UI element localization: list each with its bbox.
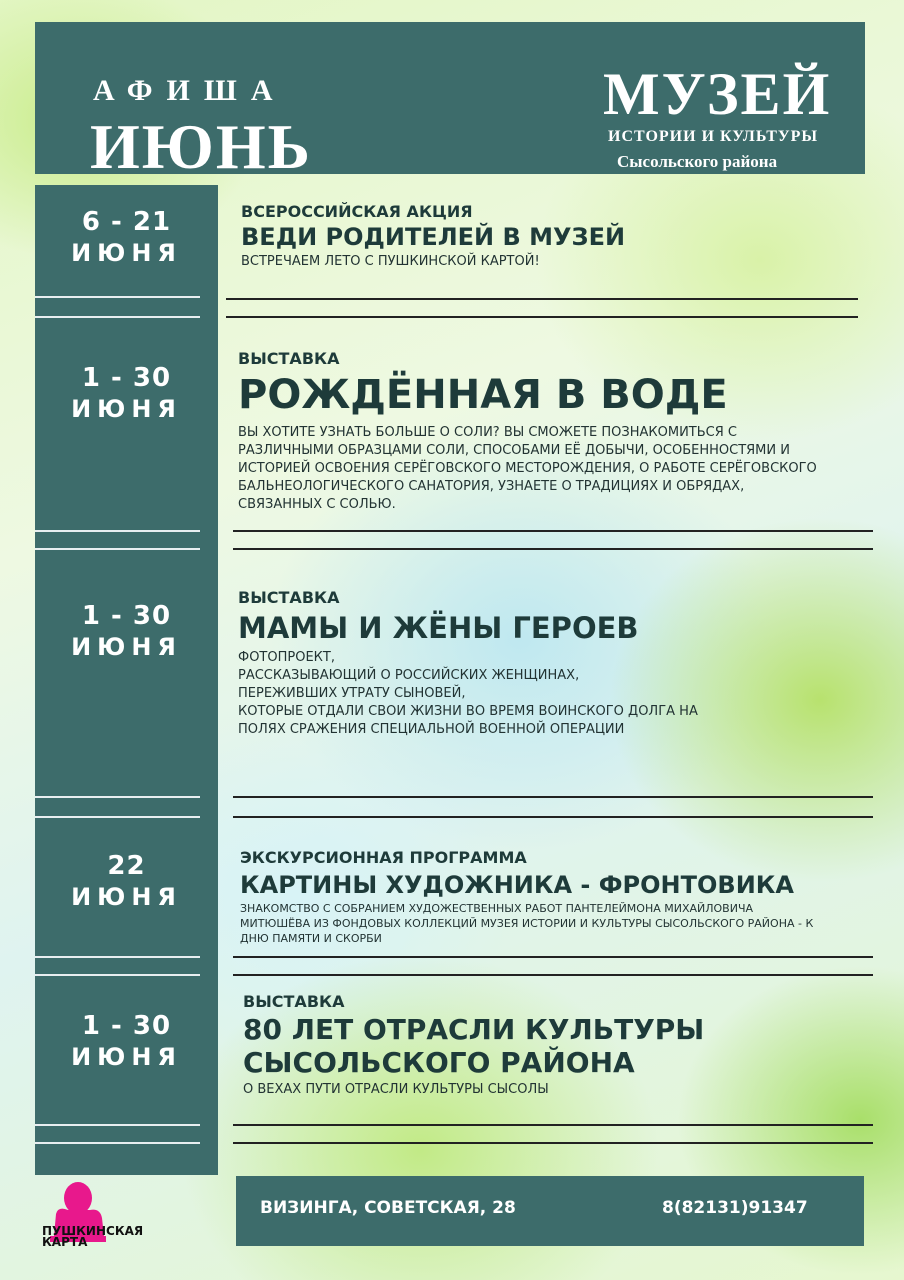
pushkin-card-text: ПУШКИНСКАЯ КАРТА bbox=[42, 1224, 144, 1249]
sidebar-divider bbox=[35, 974, 200, 976]
event-title-line: СЫСОЛЬСКОГО РАЙОНА bbox=[243, 1046, 635, 1079]
date-month: ИЮНЯ bbox=[71, 633, 182, 661]
pushkin-card-icon bbox=[38, 1180, 144, 1264]
sidebar-divider bbox=[35, 530, 200, 532]
event-title-line: 80 ЛЕТ ОТРАСЛИ КУЛЬТУРЫ bbox=[243, 1013, 705, 1046]
divider-line bbox=[226, 298, 858, 300]
sidebar-divider bbox=[35, 296, 200, 298]
divider-line bbox=[233, 530, 873, 532]
museum-title: МУЗЕЙ bbox=[603, 61, 832, 127]
event-description-line: ПЕРЕЖИВШИХ УТРАТУ СЫНОВЕЙ, bbox=[238, 686, 466, 701]
event-date bbox=[35, 851, 218, 911]
divider-line bbox=[233, 816, 873, 818]
event-description-line: КОТОРЫЕ ОТДАЛИ СВОИ ЖИЗНИ ВО ВРЕМЯ ВОИНСКОГО ДОЛГА НА bbox=[238, 704, 698, 719]
event-card bbox=[238, 349, 838, 514]
date-month: ИЮНЯ bbox=[71, 395, 182, 423]
event-date bbox=[35, 363, 218, 423]
divider-line bbox=[233, 796, 873, 798]
date-month: ИЮНЯ bbox=[71, 1043, 182, 1071]
divider-line bbox=[233, 974, 873, 976]
event-card bbox=[243, 992, 843, 1099]
event-card bbox=[241, 202, 841, 271]
date-days: 1 - 30 bbox=[81, 1011, 172, 1041]
divider-line bbox=[226, 316, 858, 318]
sidebar-divider bbox=[35, 316, 200, 318]
event-description-line: ФОТОПРОЕКТ, bbox=[238, 650, 335, 665]
divider-line bbox=[233, 1124, 873, 1126]
contact-footer bbox=[236, 1176, 864, 1246]
date-days: 6 - 21 bbox=[81, 207, 172, 237]
header-banner bbox=[35, 22, 865, 182]
event-kind: ВЫСТАВКА bbox=[238, 588, 340, 607]
event-description-line: ПОЛЯХ СРАЖЕНИЯ СПЕЦИАЛЬНОЙ ВОЕННОЙ ОПЕРАЦИИ bbox=[238, 722, 625, 737]
event-title: ВЕДИ РОДИТЕЛЕЙ В МУЗЕЙ bbox=[241, 223, 626, 251]
event-description: О ВЕХАХ ПУТИ ОТРАСЛИ КУЛЬТУРЫ СЫСОЛЫ bbox=[243, 1082, 549, 1097]
divider-line bbox=[233, 548, 873, 550]
divider-line bbox=[233, 1142, 873, 1144]
event-title: МАМЫ И ЖЁНЫ ГЕРОЕВ bbox=[238, 611, 639, 645]
date-days: 22 bbox=[107, 851, 146, 881]
event-kind: ЭКСКУРСИОННАЯ ПРОГРАММА bbox=[240, 848, 527, 867]
sidebar-divider bbox=[35, 816, 200, 818]
afisha-label: АФИША bbox=[93, 74, 287, 107]
date-sidebar bbox=[35, 185, 218, 1175]
phone-text: 8(82131)91347 bbox=[662, 1198, 808, 1218]
sidebar-divider bbox=[35, 548, 200, 550]
event-description: ВСТРЕЧАЕМ ЛЕТО С ПУШКИНСКОЙ КАРТОЙ! bbox=[241, 254, 540, 269]
month-title: ИЮНЬ bbox=[90, 111, 312, 182]
event-title: КАРТИНЫ ХУДОЖНИКА - ФРОНТОВИКА bbox=[240, 871, 794, 899]
date-days: 1 - 30 bbox=[81, 601, 172, 631]
event-kind: ВЫСТАВКА bbox=[243, 992, 345, 1011]
event-description-line: РАССКАЗЫВАЮЩИЙ О РОССИЙСКИХ ЖЕНЩИНАХ, bbox=[238, 668, 580, 683]
sidebar-divider bbox=[35, 956, 200, 958]
date-month: ИЮНЯ bbox=[71, 883, 182, 911]
event-description: ЗНАКОМСТВО С СОБРАНИЕМ ХУДОЖЕСТВЕННЫХ РАБОТ ПАНТЕЛЕЙМОНА МИХАЙЛОВИЧА МИТЮШЁВА ИЗ ФОНДОВЫХ КОЛЛЕКЦИЙ МУЗЕЯ ИСТОРИИ И КУЛЬТУРЫ СЫСОЛЬСКОГО РАЙОНА - К ДНЮ ПАМЯТИ И СКОРБИ bbox=[240, 902, 814, 945]
event-date bbox=[35, 207, 218, 267]
event-card bbox=[238, 588, 838, 739]
divider-line bbox=[233, 956, 873, 958]
event-title: РОЖДЁННАЯ В ВОДЕ bbox=[238, 372, 728, 418]
museum-district: Сысольского района bbox=[617, 152, 778, 171]
date-days: 1 - 30 bbox=[81, 363, 172, 393]
sidebar-divider bbox=[35, 796, 200, 798]
event-card bbox=[240, 848, 840, 946]
event-date bbox=[35, 1011, 218, 1071]
museum-subtitle: ИСТОРИИ И КУЛЬТУРЫ bbox=[608, 128, 819, 145]
event-description: ВЫ ХОТИТЕ УЗНАТЬ БОЛЬШЕ О СОЛИ? ВЫ СМОЖЕТЕ ПОЗНАКОМИТЬСЯ С РАЗЛИЧНЫМИ ОБРАЗЦАМИ СОЛИ, СПОСОБАМИ ЕЁ ДОБЫЧИ, ОСОБЕННОСТЯМИ И ИСТОРИЕЙ ОСВОЕНИЯ СЕРЁГОВСКОГО МЕСТОРОЖДЕНИЯ, О РАБОТЕ СЕРЁГОВСКОГО БАЛЬНЕОЛОГИЧЕСКОГО САНАТОРИЯ, УЗНАЕТЕ О ТРАДИЦИЯХ И ОБРЯДАХ, СВЯЗАННЫХ С СОЛЬЮ. bbox=[238, 425, 817, 512]
date-month: ИЮНЯ bbox=[71, 239, 182, 267]
event-kind: ВЫСТАВКА bbox=[238, 349, 340, 368]
event-date bbox=[35, 601, 218, 661]
sidebar-divider bbox=[35, 1124, 200, 1126]
event-kind: ВСЕРОССИЙСКАЯ АКЦИЯ bbox=[241, 202, 473, 221]
address-text: ВИЗИНГА, СОВЕТСКАЯ, 28 bbox=[260, 1198, 516, 1218]
sidebar-divider bbox=[35, 1142, 200, 1144]
